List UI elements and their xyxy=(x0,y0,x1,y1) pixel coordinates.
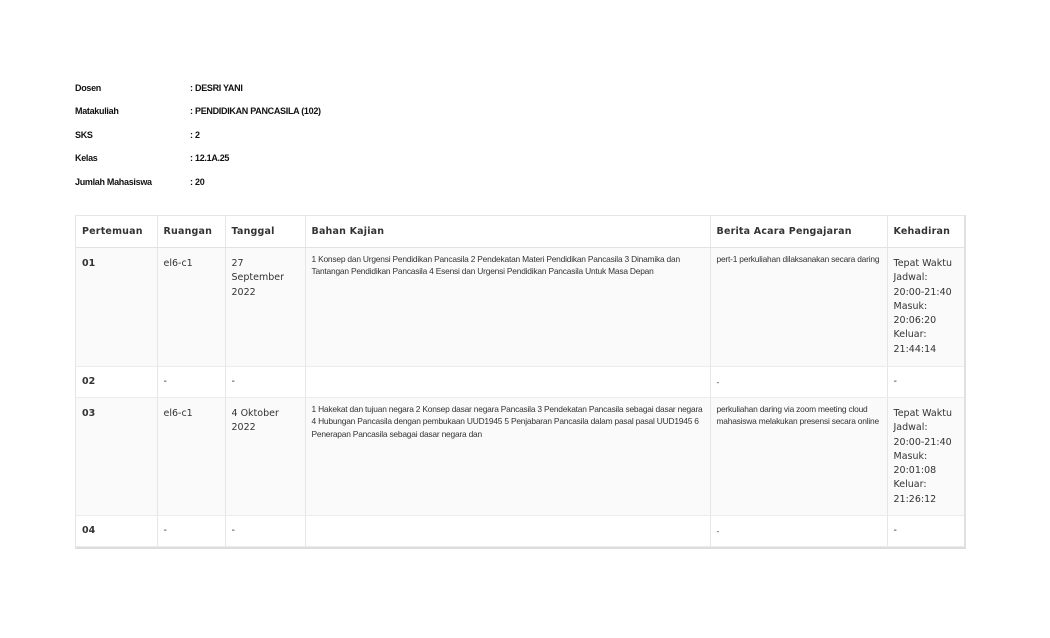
info-value: DESRI YANI xyxy=(195,82,243,93)
cell-kehadiran: - xyxy=(887,367,964,398)
table-row xyxy=(76,367,964,398)
kehadiran-jadwal-value: 20:00-21:40 xyxy=(893,286,952,298)
cell-ruangan: - xyxy=(157,516,225,547)
cell-tanggal: - xyxy=(225,367,305,398)
kehadiran-masuk-label: Masuk: xyxy=(893,300,928,312)
cell-berita-acara: perkuliahan daring via zoom meeting cloud mahasiswa melakukan presensi secara online xyxy=(710,398,887,516)
kehadiran-jadwal-value: 20:00-21:40 xyxy=(893,436,952,448)
cell-bahan-kajian: 1 Hakekat dan tujuan negara 2 Konsep dasar negara Pancasila 3 Pendekatan Pancasila sebagai dasar negara 4 Hubungan Pancasila dengan pembukaan UUD1945 5 Penjabaran Pancasila dalam pasal pasal UUD1945 6 Penerapan Pancasila sebagai dasar negara dan xyxy=(305,398,710,516)
cell-ruangan: el6-c1 xyxy=(157,398,225,516)
header-pertemuan: Pertemuan xyxy=(76,216,157,248)
cell-pertemuan: 03 xyxy=(76,398,157,516)
kehadiran-keluar-label: Keluar: xyxy=(893,479,927,491)
cell-berita-acara: - xyxy=(710,367,887,398)
info-colon: : xyxy=(190,129,193,140)
cell-bahan-kajian xyxy=(305,367,710,398)
cell-ruangan: el6-c1 xyxy=(157,248,225,367)
kehadiran-keluar-label: Keluar: xyxy=(893,329,927,341)
kehadiran-keluar-value: 21:26:12 xyxy=(893,493,937,505)
kehadiran-keluar-value: 21:44:14 xyxy=(893,343,937,355)
info-label: Kelas xyxy=(75,153,98,164)
table-row xyxy=(76,516,964,547)
attendance-table-container xyxy=(75,215,966,549)
attendance-table xyxy=(76,216,964,547)
kehadiran-masuk-label: Masuk: xyxy=(893,450,928,462)
info-row-kelas xyxy=(75,147,321,171)
info-colon: : xyxy=(190,153,193,164)
cell-kehadiran xyxy=(887,398,964,516)
info-label: Jumlah Mahasiswa xyxy=(75,176,152,187)
table-header-row xyxy=(76,216,964,248)
kehadiran-jadwal-label: Jadwal: xyxy=(893,272,928,284)
info-row-sks xyxy=(75,123,321,147)
kehadiran-status: Tepat Waktu xyxy=(893,258,952,269)
course-info xyxy=(75,76,321,194)
cell-ruangan: - xyxy=(157,367,225,398)
cell-tanggal: 27 September 2022 xyxy=(225,248,305,367)
kehadiran-masuk-value: 20:01:08 xyxy=(893,465,937,477)
kehadiran-masuk-value: 20:06:20 xyxy=(893,315,937,327)
info-value: 20 xyxy=(195,176,205,187)
table-row xyxy=(76,398,964,516)
kehadiran-status: Tepat Waktu xyxy=(893,408,952,419)
header-ruangan: Ruangan xyxy=(157,216,225,248)
cell-pertemuan: 04 xyxy=(76,516,157,547)
info-value: 12.1A.25 xyxy=(195,153,230,164)
info-colon: : xyxy=(190,82,193,93)
info-value: PENDIDIKAN PANCASILA (102) xyxy=(195,106,321,117)
cell-berita-acara: - xyxy=(710,516,887,547)
header-bahan-kajian: Bahan Kajian xyxy=(305,216,710,248)
info-label: Matakuliah xyxy=(75,106,119,117)
cell-tanggal: 4 Oktober 2022 xyxy=(225,398,305,516)
info-colon: : xyxy=(190,176,193,187)
table-row xyxy=(76,248,964,367)
info-row-dosen xyxy=(75,76,321,100)
info-colon: : xyxy=(190,106,193,117)
info-row-jumlah-mahasiswa xyxy=(75,170,321,194)
info-row-matakuliah xyxy=(75,100,321,124)
cell-kehadiran: - xyxy=(887,516,964,547)
cell-pertemuan: 02 xyxy=(76,367,157,398)
cell-tanggal: - xyxy=(225,516,305,547)
header-tanggal: Tanggal xyxy=(225,216,305,248)
info-value: 2 xyxy=(195,129,200,140)
cell-kehadiran xyxy=(887,248,964,367)
cell-bahan-kajian xyxy=(305,516,710,547)
cell-berita-acara: pert-1 perkuliahan dilaksanakan secara daring xyxy=(710,248,887,367)
cell-pertemuan: 01 xyxy=(76,248,157,367)
info-label: SKS xyxy=(75,129,93,140)
kehadiran-jadwal-label: Jadwal: xyxy=(893,422,928,434)
info-label: Dosen xyxy=(75,82,102,93)
header-kehadiran: Kehadiran xyxy=(887,216,964,248)
header-berita-acara: Berita Acara Pengajaran xyxy=(710,216,887,248)
cell-bahan-kajian: 1 Konsep dan Urgensi Pendidikan Pancasila 2 Pendekatan Materi Pendidikan Pancasila 3 Dinamika dan Tantangan Pendidikan Pancasila 4 Esensi dan Urgensi Pendidikan Pancasila Untuk Masa Depan xyxy=(305,248,710,367)
